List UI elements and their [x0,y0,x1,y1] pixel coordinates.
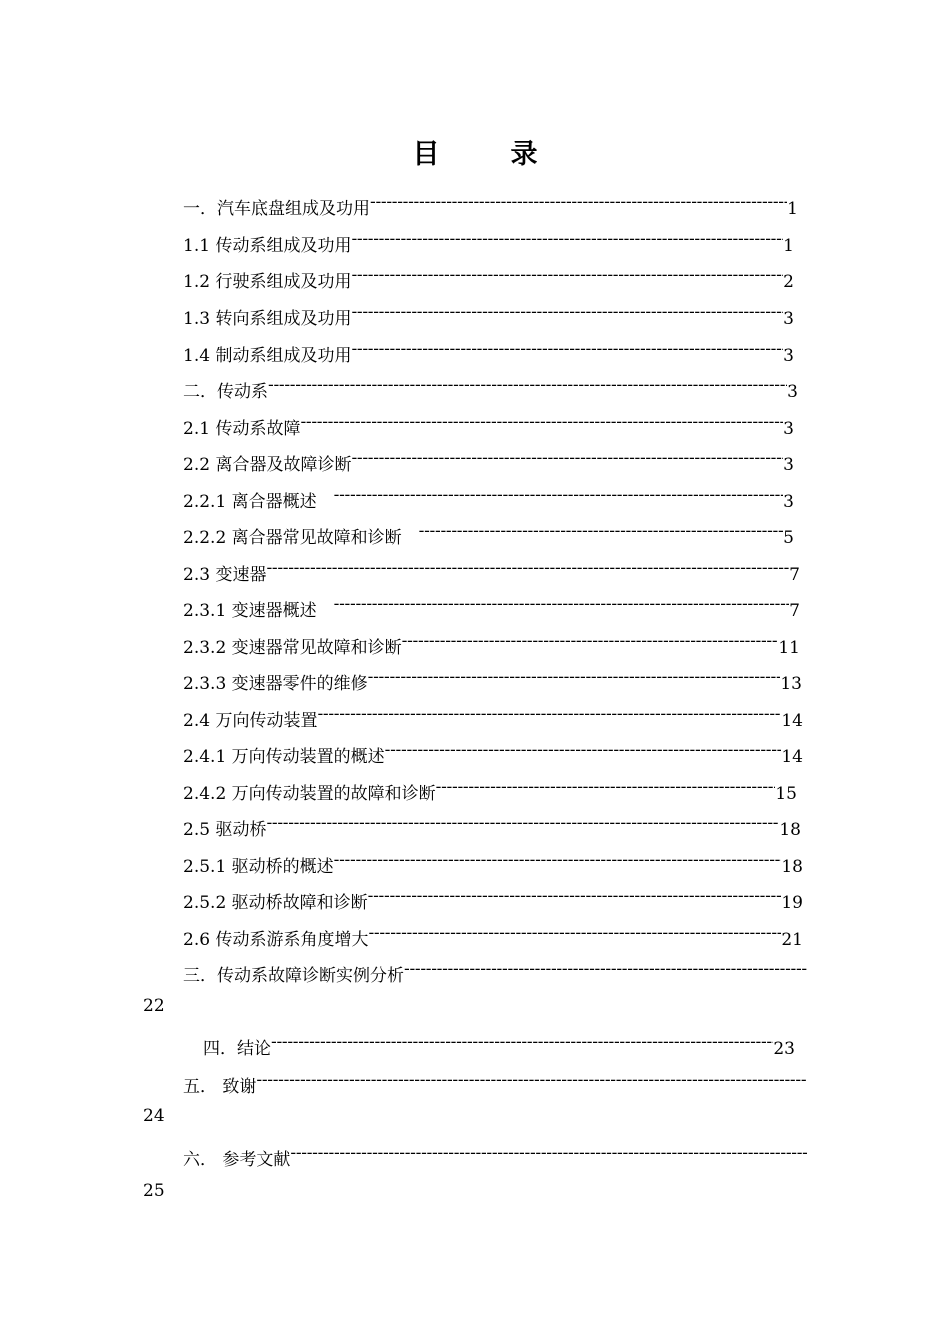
toc-entry-label: 1.3 转向系组成及功用 [183,309,352,329]
toc-leader [351,300,783,324]
toc-entry-label: 1.1 传动系组成及功用 [183,236,352,256]
toc-entry-label: 三．传动系故障诊断实例分析 [183,966,404,986]
toc-entry-page: 3 [787,382,798,402]
toc-entry-2-2[interactable] [183,446,794,475]
toc-entry-page: 24 [143,1106,165,1126]
toc-leader [334,592,790,616]
toc-entry-6[interactable] [183,1141,807,1170]
toc-leader [368,884,782,908]
toc-entry-page: 25 [143,1181,165,1201]
toc-entry-page: 11 [778,638,800,658]
toc-leader [368,665,781,689]
toc-entry-page: 23 [773,1039,795,1059]
toc-leader [256,1068,807,1092]
toc-leader [351,263,783,287]
toc-entry-1-3[interactable] [183,300,794,329]
toc-entry-2-5-1[interactable] [183,848,803,877]
toc-leader [351,337,783,361]
toc-entry-4[interactable] [203,1030,795,1059]
toc-entry-2-5-2[interactable] [183,884,803,913]
toc-entry-label: 六． 参考文献 [183,1150,291,1170]
toc-entry-label: 2.2.2 离合器常见故障和诊断 [183,528,419,548]
toc-entry-label: 2.4.2 万向传动装置的故障和诊断 [183,784,436,804]
toc-title: 目 录 [412,139,560,170]
toc-entry-page: 19 [781,893,803,913]
toc-entry-page: 5 [783,528,794,548]
toc-entry-label: 2.3.3 变速器零件的维修 [183,674,368,694]
toc-entry-page: 18 [779,820,801,840]
toc-entry-label: 2.1 传动系故障 [183,419,301,439]
toc-entry-2-4-1[interactable] [183,738,803,767]
toc-entry-page: 7 [789,601,800,621]
toc-leader [385,738,782,762]
toc-entry-label: 1.4 制动系组成及功用 [183,346,352,366]
toc-entry-2-6[interactable] [183,921,803,950]
toc-entry-page: 13 [780,674,802,694]
toc-entry-2-3-2[interactable] [183,629,800,658]
toc-entry-label: 1.2 行驶系组成及功用 [183,272,352,292]
toc-entry-label: 2.5 驱动桥 [183,820,267,840]
toc-entry-label: 2.5.1 驱动桥的概述 [183,857,334,877]
toc-entry-page: 15 [775,784,797,804]
toc-entry-page: 1 [783,236,794,256]
toc-entry-2-3-1[interactable] [183,592,800,621]
toc-entry-label: 二．传动系 [183,382,268,402]
toc-entry-label: 2.3.1 变速器概述 [183,601,334,621]
toc-entry-5[interactable] [183,1068,807,1097]
toc-leader [317,702,781,726]
toc-entry-label: 四．结论 [203,1039,271,1059]
toc-leader [334,483,784,507]
toc-leader [300,410,783,434]
toc-entry-page: 3 [783,309,794,329]
toc-entry-page: 18 [781,857,803,877]
toc-entry-label: 2.2.1 离合器概述 [183,492,334,512]
toc-entry-page: 3 [783,492,794,512]
toc-entry-page: 14 [781,747,803,767]
toc-entry-3[interactable] [183,957,807,986]
toc-leader [266,811,779,835]
toc-entry-2[interactable] [183,373,798,402]
toc-entry-1-1[interactable] [183,227,794,256]
toc-entry-1-2[interactable] [183,263,794,292]
toc-entry-page: 22 [143,996,165,1016]
toc-entry-page: 3 [783,419,794,439]
toc-entry-label: 2.6 传动系游系角度增大 [183,930,369,950]
toc-entry-1-4[interactable] [183,337,794,366]
toc-entry-label: 2.5.2 驱动桥故障和诊断 [183,893,368,913]
toc-entry-2-1[interactable] [183,410,794,439]
toc-entry-label: 2.3.2 变速器常见故障和诊断 [183,638,402,658]
toc-leader [370,190,787,214]
toc-leader [402,629,779,653]
toc-leader [268,373,787,397]
toc-entry-label: 2.2 离合器及故障诊断 [183,455,352,475]
toc-entry-label: 2.4.1 万向传动装置的概述 [183,747,385,767]
toc-entry-label: 五． 致谢 [183,1077,257,1097]
toc-entry-2-3-3[interactable] [183,665,802,694]
toc-leader [436,775,776,799]
toc-entry-1[interactable] [183,190,798,219]
toc-leader [351,446,783,470]
toc-entry-page: 3 [783,455,794,475]
toc-leader [266,556,789,580]
toc-entry-page: 3 [783,346,794,366]
toc-entry-page: 1 [787,199,798,219]
toc-entry-label: 一．汽车底盘组成及功用 [183,199,370,219]
toc-leader [419,519,784,543]
toc-entry-page: 2 [783,272,794,292]
toc-leader [290,1141,807,1165]
toc-leader [334,848,782,872]
toc-entry-page: 21 [781,930,803,950]
toc-leader [271,1030,773,1054]
toc-entry-2-5[interactable] [183,811,801,840]
toc-leader [368,921,781,945]
toc-entry-label: 2.4 万向传动装置 [183,711,318,731]
toc-entry-page: 14 [781,711,803,731]
toc-leader [351,227,783,251]
toc-leader [404,957,807,981]
toc-entry-2-3[interactable] [183,556,800,585]
toc-entry-page: 7 [789,565,800,585]
toc-entry-label: 2.3 变速器 [183,565,267,585]
toc-entry-2-2-2[interactable] [183,519,794,548]
toc-entry-2-2-1[interactable] [183,483,794,512]
toc-entry-2-4-2[interactable] [183,775,797,804]
toc-entry-2-4[interactable] [183,702,803,731]
